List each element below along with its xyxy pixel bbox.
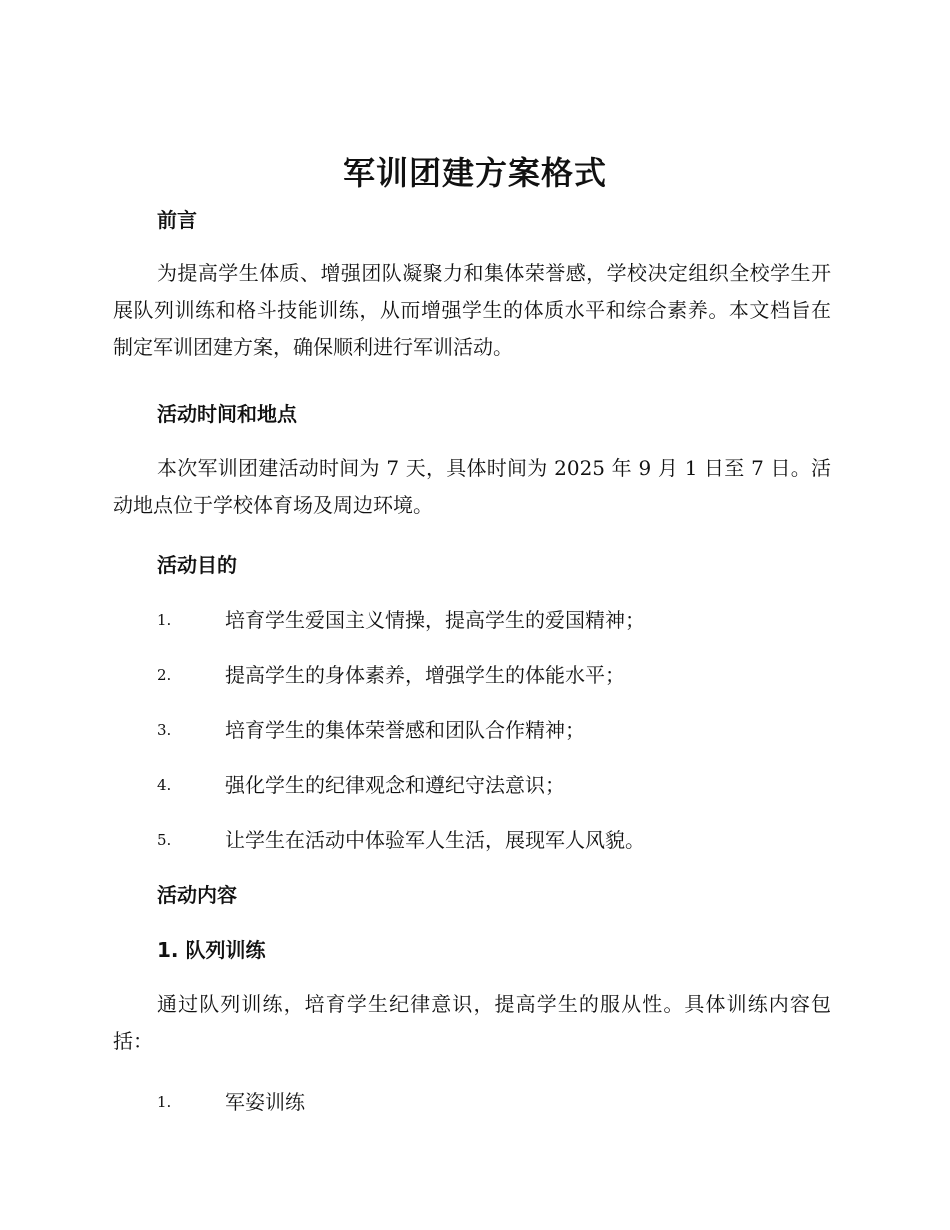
paragraph-drill: 通过队列训练，培育学生纪律意识，提高学生的服从性。具体训练内容包括：	[113, 992, 831, 1053]
list-item-number: 5.	[157, 831, 172, 849]
list-item-text: 培育学生爱国主义情操，提高学生的爱国精神；	[225, 608, 645, 632]
list-item-number: 1.	[157, 1093, 172, 1111]
section-heading-purpose: 活动目的	[157, 553, 237, 577]
paragraph-time-place: 本次军训团建活动时间为 7 天，具体时间为 2025 年 9 月 1 日至 7 日。活动地点位于学校体育场及周边环境。	[113, 456, 831, 517]
list-item-number: 1.	[157, 611, 172, 629]
list-item-number: 2.	[157, 666, 172, 684]
list-item-number: 4.	[157, 776, 172, 794]
list-item-number: 3.	[157, 721, 172, 739]
list-item-text: 提高学生的身体素养，增强学生的体能水平；	[225, 663, 625, 687]
paragraph-preface: 为提高学生体质、增强团队凝聚力和集体荣誉感，学校决定组织全校学生开展队列训练和格斗技能训练，从而增强学生的体质水平和综合素养。本文档旨在制定军训团建方案，确保顺利进行军训活动。	[113, 261, 831, 359]
subsection-heading-drill: 1. 队列训练	[157, 938, 266, 962]
list-item-text: 让学生在活动中体验军人生活，展现军人风貌。	[225, 828, 645, 852]
list-item-text: 强化学生的纪律观念和遵纪守法意识；	[225, 773, 565, 797]
section-heading-time-place: 活动时间和地点	[157, 402, 297, 426]
section-heading-content: 活动内容	[157, 883, 237, 907]
section-heading-preface: 前言	[157, 208, 197, 232]
document-title: 军训团建方案格式	[342, 154, 607, 192]
list-item-text: 军姿训练	[225, 1090, 305, 1114]
list-item-text: 培育学生的集体荣誉感和团队合作精神；	[225, 718, 585, 742]
